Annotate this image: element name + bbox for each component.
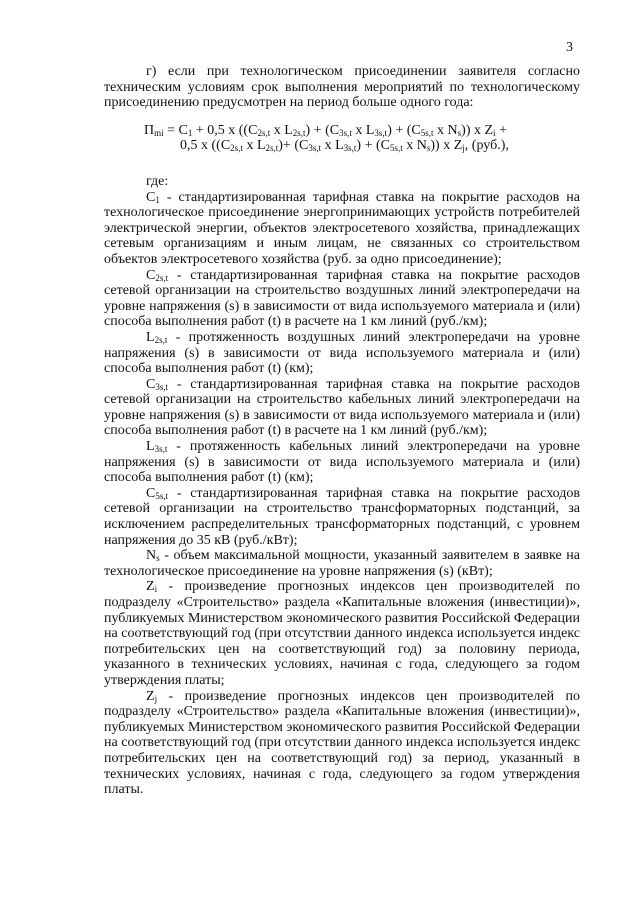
definition-item: $С_{5s,t}$ - стандартизированная тарифная ставка на покрытие расходов сетевой организации на строительство трансформаторных подстанций, за исключением распределительных трансформаторных подстанций, с уровнем напряжения до 35 кВ (руб./кВт); — [104, 485, 580, 548]
definition-item: $L_{3s,t}$ - протяженность кабельных линий электропередачи на уровне напряжения (s) в зависимости от вида используемого материала и (или) способа выполнения работ (t) (км); — [104, 439, 580, 486]
definition-item: $L_{2s,t}$ - протяженность воздушных линий электропередачи на уровне напряжения (s) в зависимости от вида используемого материала и (или) способа выполнения работ (t) (км); — [104, 329, 580, 377]
where-label: где: — [146, 173, 169, 189]
document-body — [104, 64, 580, 798]
definition-item: $С_{3s,t}$ - стандартизированная тарифная ставка на покрытие расходов сетевой организации на строительство кабельных линий электропередачи на уровне напряжения (s) в зависимости от вида используемого материала и (или) способа выполнения работ (t) в расчете на 1 км линий (руб./км); — [104, 376, 580, 439]
definition-item: $С_{2s,t}$ - стандартизированная тарифная ставка на покрытие расходов сетевой организации на строительство воздушных линий электропередачи на уровне напряжения (s) в зависимости от вида используемого материала и (или) способа выполнения работ (t) в расчете на 1 км линий (руб./км); — [104, 267, 580, 330]
definition-item: $N_s$ - объем максимальной мощности, указанный заявителем в заявке на технологическое присоединение на уровне напряжения (s) (кВт); — [104, 548, 580, 579]
page-number: 3 — [566, 40, 573, 55]
formula-line-1: $П_{mi} = С_1 + 0,5$ х (($С_{2s,t}$ х $L_{2s,t}) + (С_{3s,t}$ х $L_{3s,t}) + (С_{5s,t}$ х $N_s$)) х $Z_i$ + — [144, 122, 507, 138]
formula-line-2: 0,5 х (($С_{2s,t}$ х $L_{2s,t})+ (С_{3s,t}$ х $L_{3s,t}) + (С_{5s,t}$ х $N_s$)) х $Z_j$, (руб.), — [180, 138, 509, 154]
definition-item: $Z_i$ - произведение прогнозных индексов цен производителей по подразделу «Строительство» раздела «Капитальные вложения (инвестиции)», публикуемых Министерством экономического развития Российской Федерации на соответствующий год (при отсутствии данного индекса используется индекс потребительских цен на соответствующий год) за половину периода, указанного в технических условиях, начиная с года, следующего за годом утверждения платы; — [104, 579, 580, 688]
formula — [104, 123, 580, 154]
definition-item: $Z_j$ - произведение прогнозных индексов цен производителей по подразделу «Строительство» раздела «Капитальные вложения (инвестиции)», публикуемых Министерством экономического развития Российской Федерации на соответствующий год (при отсутствии данного индекса используется индекс потребительских цен на соответствующий год) за период, указанный в технических условиях, начиная с года, следующего за годом утверждения платы. — [104, 688, 580, 798]
intro-paragraph: г) если при технологическом присоединении заявителя согласно техническим условиям срок выполнения мероприятий по технологическому присоединению предусмотрен на период больше одного года: — [104, 64, 580, 111]
definition-item: $С_1$ - стандартизированная тарифная ставка на покрытие расходов на технологическое присоединение энергопринимающих устройств потребителей электрической энергии, объектов электросетевого хозяйства, принадлежащих сетевым организациям и иным лицам, не связанных со строительством объектов электросетевого хозяйства (руб. за одно присоединение); — [104, 189, 580, 267]
